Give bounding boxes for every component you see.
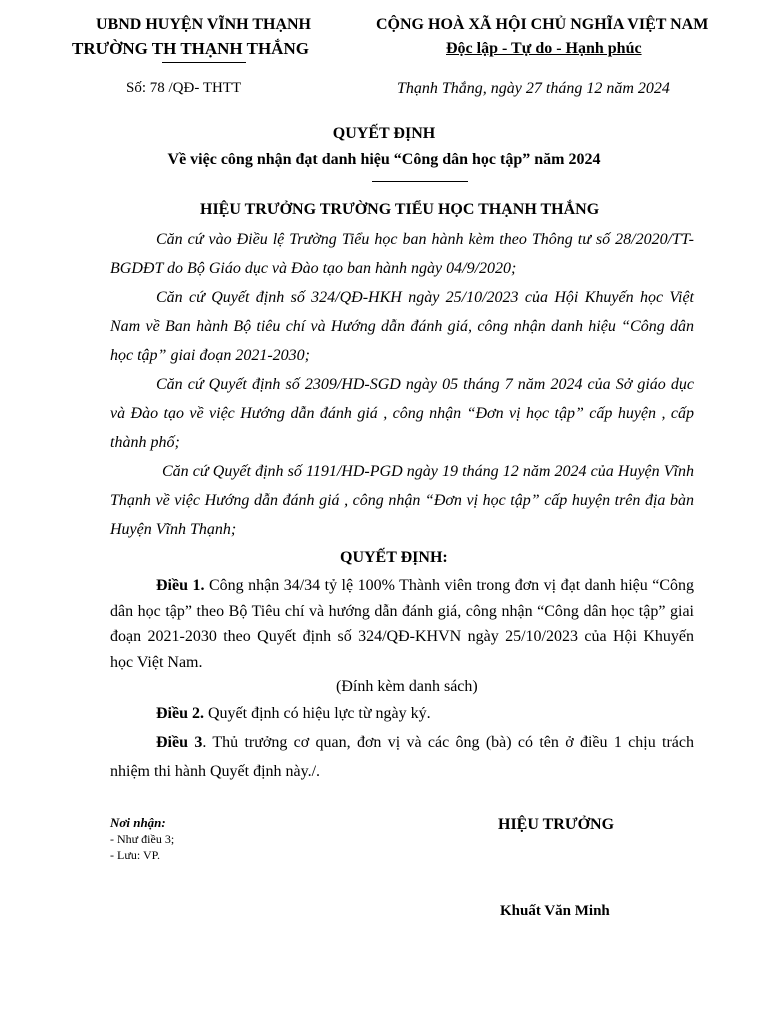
- recipient-item: - Như điều 3;: [110, 832, 175, 846]
- legal-basis-1: Căn cứ vào Điều lệ Trường Tiểu học ban hành kèm theo Thông tư số 28/2020/TT-BGDĐT do Bộ Giáo dục và Đào tạo ban hành ngày 04/9/2020;: [110, 231, 694, 277]
- school-name: TRƯỜNG TH THẠNH THẮNG: [72, 39, 309, 58]
- article-2: [110, 701, 694, 727]
- article-3-text: . Thủ trưởng cơ quan, đơn vị và các ông (bà) có tên ở điều 1 chịu trách nhiệm thi hành Quyết định này./.: [110, 734, 695, 780]
- document-number: Số: 78 /QĐ- THTT: [126, 80, 242, 96]
- recipient-item: - Lưu: VP.: [110, 848, 160, 862]
- article-2-label: Điều 2.: [156, 705, 204, 722]
- signer-title: HIỆU TRƯỞNG: [498, 816, 615, 833]
- attachment-note: (Đính kèm danh sách): [336, 678, 478, 695]
- national-motto: Độc lập - Tự do - Hạnh phúc: [446, 40, 642, 57]
- school-underline: [162, 62, 246, 63]
- place-and-date: Thạnh Thắng, ngày 27 tháng 12 năm 2024: [397, 80, 670, 97]
- article-1-label: Điều 1.: [156, 577, 205, 594]
- legal-basis-2: Căn cứ Quyết định số 324/QĐ-HKH ngày 25/10/2023 của Hội Khuyến học Việt Nam về Ban hành Bộ tiêu chí và Hướng dẫn đánh giá, công nhận danh hiệu “Công dân học tập” giai đoạn 2021-2030;: [110, 289, 694, 364]
- nation-name: CỘNG HOÀ XÃ HỘI CHỦ NGHĨA VIỆT NAM: [376, 16, 709, 33]
- document-title: QUYẾT ĐỊNH: [332, 125, 436, 142]
- article-2-text: Quyết định có hiệu lực từ ngày ký.: [204, 705, 431, 722]
- article-3-label: Điều 3: [156, 734, 203, 751]
- title-underline: [372, 181, 468, 182]
- decision-heading: QUYẾT ĐỊNH:: [340, 549, 448, 566]
- article-1-text: Công nhận 34/34 tỷ lệ 100% Thành viên trong đơn vị đạt danh hiệu “Công dân học tập” theo Bộ Tiêu chí và hướng dẫn đánh giá, công nhận “Công dân học tập” giai đoạn 2021-2030 theo Quyết định số 324/QĐ-KHVN ngày 25/10/2023 của Hội Khuyến học Việt Nam.: [110, 577, 694, 671]
- article-1: [110, 573, 694, 675]
- article-3: [110, 728, 694, 786]
- document-subject: Về việc công nhận đạt danh hiệu “Công dân học tập” năm 2024: [167, 151, 601, 168]
- recipients-label: Nơi nhận:: [110, 815, 166, 830]
- agency-name: UBND HUYỆN VĨNH THẠNH: [96, 16, 311, 33]
- signer-name: Khuất Văn Minh: [500, 903, 610, 919]
- legal-basis-4: Căn cứ Quyết định số 1191/HD-PGD ngày 19 tháng 12 năm 2024 của Huyện Vĩnh Thạnh về việc Hướng dẫn đánh giá , công nhận “Đơn vị học tập” cấp huyện trên địa bàn Huyện Vĩnh Thạnh;: [110, 463, 694, 538]
- issuer-heading: HIỆU TRƯỞNG TRƯỜNG TIỂU HỌC THẠNH THẮNG: [200, 201, 600, 218]
- legal-basis-3: Căn cứ Quyết định số 2309/HD-SGD ngày 05 tháng 7 năm 2024 của Sở giáo dục và Đào tạo về việc Hướng dẫn đánh giá , công nhận “Đơn vị học tập” cấp huyện , cấp thành phố;: [110, 376, 694, 451]
